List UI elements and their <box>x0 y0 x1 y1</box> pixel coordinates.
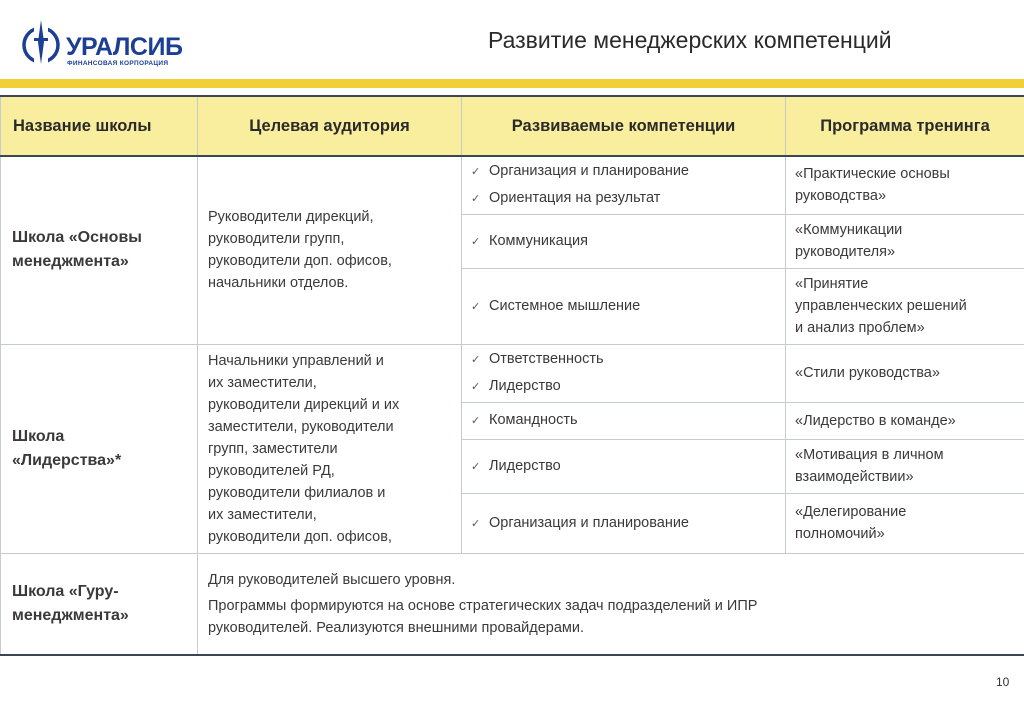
school-name-line: «Лидерства»* <box>12 451 122 469</box>
table-row <box>1 344 1024 402</box>
audience-line: руководители дирекций и их <box>208 396 400 413</box>
school-name-cell <box>1 553 198 655</box>
program-line: взаимодействии» <box>795 469 914 485</box>
column-header: Целевая аудитория <box>198 96 462 156</box>
check-icon: ✓ <box>471 381 481 393</box>
check-icon: ✓ <box>471 300 481 313</box>
competency-item <box>471 158 785 185</box>
program-cell <box>786 402 1024 439</box>
competency-label: Организация и планирование <box>489 163 689 180</box>
competency-label: Ориентация на результат <box>489 190 661 207</box>
competency-cell <box>462 344 786 402</box>
competency-label: Лидерство <box>489 457 561 474</box>
school-name-line: менеджмента» <box>12 253 129 271</box>
competency-item <box>471 453 785 480</box>
competency-item <box>471 346 785 373</box>
check-icon: ✓ <box>471 166 481 179</box>
school-name-line: Школа «Гуру- <box>12 582 119 600</box>
table-header-row <box>1 96 1024 156</box>
audience-cell <box>198 344 462 553</box>
check-icon: ✓ <box>471 517 481 530</box>
audience-line: их заместители, <box>208 506 317 523</box>
competency-label: Ответственность <box>489 351 604 367</box>
audience-line: руководители групп, <box>208 231 345 248</box>
program-line: и анализ проблем» <box>795 320 925 336</box>
school-name-cell <box>1 344 198 553</box>
school-name-line: Школа «Основы <box>12 229 142 247</box>
program-cell <box>786 214 1024 268</box>
guru-text-line: руководителей. Реализуются внешними провайдерами. <box>208 619 584 636</box>
check-icon: ✓ <box>471 460 481 473</box>
audience-cell <box>198 156 462 344</box>
guru-text-line: Программы формируются на основе стратегических задач подразделений и ИПР <box>208 597 758 614</box>
check-icon: ✓ <box>471 235 481 248</box>
header-divider <box>0 79 1024 88</box>
table-row <box>1 156 1024 214</box>
program-line: «Практические основы <box>795 166 950 183</box>
audience-line: их заместители, <box>208 374 317 391</box>
guru-text-line: Для руководителей высшего уровня. <box>208 571 456 588</box>
program-line: управленческих решений <box>795 298 967 314</box>
column-header: Название школы <box>1 96 198 156</box>
program-line: полномочий» <box>795 526 885 542</box>
competency-cell <box>462 493 786 553</box>
audience-line: руководители доп. офисов, <box>208 528 392 545</box>
program-cell <box>786 156 1024 214</box>
competency-cell <box>462 268 786 344</box>
school-name-line: Школа <box>12 427 65 445</box>
audience-line: руководители доп. офисов, <box>208 253 392 270</box>
program-cell <box>786 439 1024 493</box>
audience-line: заместители, руководители <box>208 418 394 435</box>
competency-item <box>471 293 785 320</box>
competency-item <box>471 185 785 212</box>
program-line: «Мотивация в личном <box>795 447 944 463</box>
competency-cell <box>462 439 786 493</box>
column-header: Программа тренинга <box>786 96 1024 156</box>
audience-line: начальники отделов. <box>208 275 349 292</box>
audience-line: Начальники управлений и <box>208 352 384 369</box>
program-cell <box>786 493 1024 553</box>
uralsib-emblem-icon <box>22 18 62 66</box>
program-line: «Делегирование <box>795 504 907 520</box>
page-title: Развитие менеджерских компетенций <box>488 27 892 53</box>
program-cell <box>786 268 1024 344</box>
program-line: руководителя» <box>795 244 896 260</box>
page-number: 10 <box>996 675 1010 689</box>
check-icon: ✓ <box>471 415 481 427</box>
audience-line: руководителей РД, <box>208 462 335 479</box>
program-line: руководства» <box>795 188 887 205</box>
competency-cell <box>462 214 786 268</box>
column-header: Развиваемые компетенции <box>462 96 786 156</box>
program-line: «Стили руководства» <box>795 365 940 381</box>
competency-item <box>471 373 785 400</box>
competency-item <box>471 407 785 434</box>
competency-item <box>471 510 785 537</box>
school-name-line: менеджмента» <box>12 606 129 624</box>
competency-label: Системное мышление <box>489 297 641 314</box>
competency-cell <box>462 402 786 439</box>
competency-item <box>471 228 785 255</box>
logo-name: УРАЛСИБ <box>66 33 183 61</box>
program-cell <box>786 344 1024 402</box>
audience-line: Руководители дирекций, <box>208 209 374 226</box>
program-line: «Лидерство в команде» <box>795 412 956 429</box>
competency-cell <box>462 156 786 214</box>
program-line: «Коммуникации <box>795 222 903 238</box>
program-line: «Принятие <box>795 276 869 292</box>
audience-line: групп, заместители <box>208 440 338 457</box>
uralsib-logo <box>22 18 212 70</box>
competency-table <box>0 95 1024 656</box>
logo-subtitle: ФИНАНСОВАЯ КОРПОРАЦИЯ <box>67 60 169 67</box>
competency-label: Лидерство <box>489 378 561 394</box>
audience-line: руководители филиалов и <box>208 484 386 501</box>
competency-label: Командность <box>489 412 578 428</box>
competency-label: Коммуникация <box>489 232 588 249</box>
guru-description-cell <box>198 553 1024 655</box>
table-row <box>1 553 1024 655</box>
school-name-cell <box>1 156 198 344</box>
competency-label: Организация и планирование <box>489 514 689 531</box>
check-icon: ✓ <box>471 354 481 366</box>
check-icon: ✓ <box>471 193 481 206</box>
